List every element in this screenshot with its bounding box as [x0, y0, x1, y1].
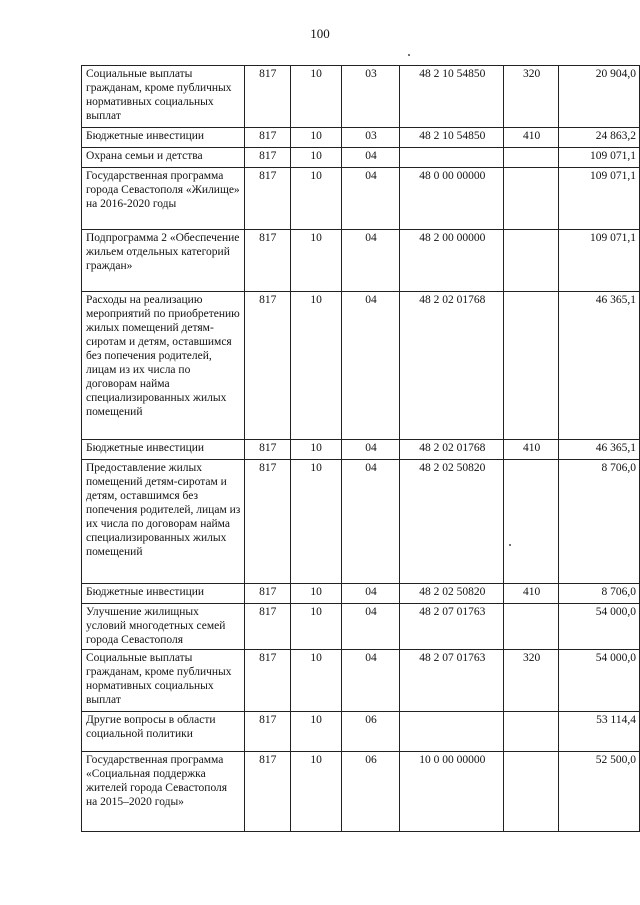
cell-amount: 8 706,0 — [559, 584, 640, 604]
cell-section: 10 — [290, 168, 341, 230]
cell-name: Улучшение жилищных условий многодетных семей города Севастополя — [82, 604, 245, 650]
cell-target-article: 48 2 02 50820 — [400, 584, 504, 604]
cell-amount: 52 500,0 — [559, 752, 640, 832]
cell-amount: 53 114,4 — [559, 712, 640, 752]
cell-amount: 109 071,1 — [559, 168, 640, 230]
cell-subsection: 04 — [341, 168, 400, 230]
cell-expense-type — [504, 292, 559, 440]
table-row — [82, 66, 640, 128]
table-row — [82, 650, 640, 712]
cell-name: Социальные выплаты гражданам, кроме публичных нормативных социальных выплат — [82, 66, 245, 128]
cell-ministry: 817 — [244, 128, 290, 148]
cell-amount: 24 863,2 — [559, 128, 640, 148]
cell-subsection: 04 — [341, 604, 400, 650]
cell-target-article: 48 2 07 01763 — [400, 604, 504, 650]
cell-expense-type: 410 — [504, 128, 559, 148]
table-row — [82, 168, 640, 230]
cell-subsection: 06 — [341, 712, 400, 752]
cell-subsection: 04 — [341, 148, 400, 168]
cell-name: Государственная программа «Социальная поддержка жителей города Севастополя на 2015–2020 годы» — [82, 752, 245, 832]
table-row — [82, 292, 640, 440]
budget-table-body — [82, 66, 640, 832]
cell-name: Государственная программа города Севастополя «Жилище» на 2016-2020 годы — [82, 168, 245, 230]
cell-target-article: 48 2 02 01768 — [400, 440, 504, 460]
cell-subsection: 04 — [341, 440, 400, 460]
cell-subsection: 03 — [341, 128, 400, 148]
cell-section: 10 — [290, 604, 341, 650]
cell-expense-type — [504, 168, 559, 230]
scan-speck — [509, 544, 511, 546]
cell-name: Бюджетные инвестиции — [82, 440, 245, 460]
table-row — [82, 128, 640, 148]
cell-target-article: 48 2 10 54850 — [400, 128, 504, 148]
cell-ministry: 817 — [244, 584, 290, 604]
cell-target-article: 10 0 00 00000 — [400, 752, 504, 832]
cell-amount: 46 365,1 — [559, 440, 640, 460]
cell-expense-type — [504, 148, 559, 168]
cell-expense-type — [504, 712, 559, 752]
cell-amount: 8 706,0 — [559, 460, 640, 584]
cell-amount: 54 000,0 — [559, 604, 640, 650]
cell-section: 10 — [290, 584, 341, 604]
cell-ministry: 817 — [244, 66, 290, 128]
cell-ministry: 817 — [244, 230, 290, 292]
scan-speck — [408, 54, 410, 56]
cell-subsection: 04 — [341, 584, 400, 604]
cell-amount: 20 904,0 — [559, 66, 640, 128]
cell-ministry: 817 — [244, 148, 290, 168]
cell-target-article: 48 0 00 00000 — [400, 168, 504, 230]
cell-target-article: 48 2 07 01763 — [400, 650, 504, 712]
cell-expense-type: 320 — [504, 66, 559, 128]
cell-target-article: 48 2 02 50820 — [400, 460, 504, 584]
cell-expense-type — [504, 752, 559, 832]
cell-section: 10 — [290, 650, 341, 712]
cell-name: Другие вопросы в области социальной политики — [82, 712, 245, 752]
cell-ministry: 817 — [244, 292, 290, 440]
cell-target-article — [400, 712, 504, 752]
table-row — [82, 604, 640, 650]
table-row — [82, 148, 640, 168]
cell-section: 10 — [290, 752, 341, 832]
table-row — [82, 752, 640, 832]
cell-name: Подпрограмма 2 «Обеспечение жильем отдельных категорий граждан» — [82, 230, 245, 292]
table-row — [82, 460, 640, 584]
cell-section: 10 — [290, 148, 341, 168]
cell-subsection: 04 — [341, 230, 400, 292]
cell-name: Охрана семьи и детства — [82, 148, 245, 168]
cell-name: Социальные выплаты гражданам, кроме публичных нормативных социальных выплат — [82, 650, 245, 712]
table-row — [82, 584, 640, 604]
table-row — [82, 440, 640, 460]
cell-expense-type — [504, 230, 559, 292]
cell-ministry: 817 — [244, 712, 290, 752]
cell-section: 10 — [290, 230, 341, 292]
cell-ministry: 817 — [244, 460, 290, 584]
cell-name: Расходы на реализацию мероприятий по приобретению жилых помещений детям-сиротам и детям, оставшимся без попечения родителей, лицам из их числа по договорам найма специализированных жилых помещений — [82, 292, 245, 440]
cell-expense-type: 410 — [504, 440, 559, 460]
cell-section: 10 — [290, 440, 341, 460]
cell-name: Бюджетные инвестиции — [82, 128, 245, 148]
cell-amount: 54 000,0 — [559, 650, 640, 712]
cell-target-article — [400, 148, 504, 168]
cell-section: 10 — [290, 292, 341, 440]
cell-subsection: 04 — [341, 460, 400, 584]
cell-subsection: 03 — [341, 66, 400, 128]
cell-subsection: 06 — [341, 752, 400, 832]
cell-amount: 46 365,1 — [559, 292, 640, 440]
table-row — [82, 230, 640, 292]
cell-expense-type: 320 — [504, 650, 559, 712]
cell-ministry: 817 — [244, 752, 290, 832]
cell-name: Предоставление жилых помещений детям-сиротам и детям, оставшимся без попечения родителей, лицам из их числа по договорам найма специализированных жилых помещений — [82, 460, 245, 584]
cell-ministry: 817 — [244, 650, 290, 712]
cell-ministry: 817 — [244, 604, 290, 650]
cell-expense-type — [504, 604, 559, 650]
cell-ministry: 817 — [244, 168, 290, 230]
cell-amount: 109 071,1 — [559, 230, 640, 292]
cell-amount: 109 071,1 — [559, 148, 640, 168]
cell-subsection: 04 — [341, 292, 400, 440]
cell-section: 10 — [290, 128, 341, 148]
cell-section: 10 — [290, 460, 341, 584]
table-row — [82, 712, 640, 752]
cell-expense-type: 410 — [504, 584, 559, 604]
cell-ministry: 817 — [244, 440, 290, 460]
cell-section: 10 — [290, 712, 341, 752]
cell-expense-type — [504, 460, 559, 584]
cell-target-article: 48 2 00 00000 — [400, 230, 504, 292]
cell-target-article: 48 2 10 54850 — [400, 66, 504, 128]
cell-subsection: 04 — [341, 650, 400, 712]
page-number: 100 — [310, 26, 330, 41]
budget-table — [81, 65, 640, 832]
cell-section: 10 — [290, 66, 341, 128]
cell-name: Бюджетные инвестиции — [82, 584, 245, 604]
cell-target-article: 48 2 02 01768 — [400, 292, 504, 440]
